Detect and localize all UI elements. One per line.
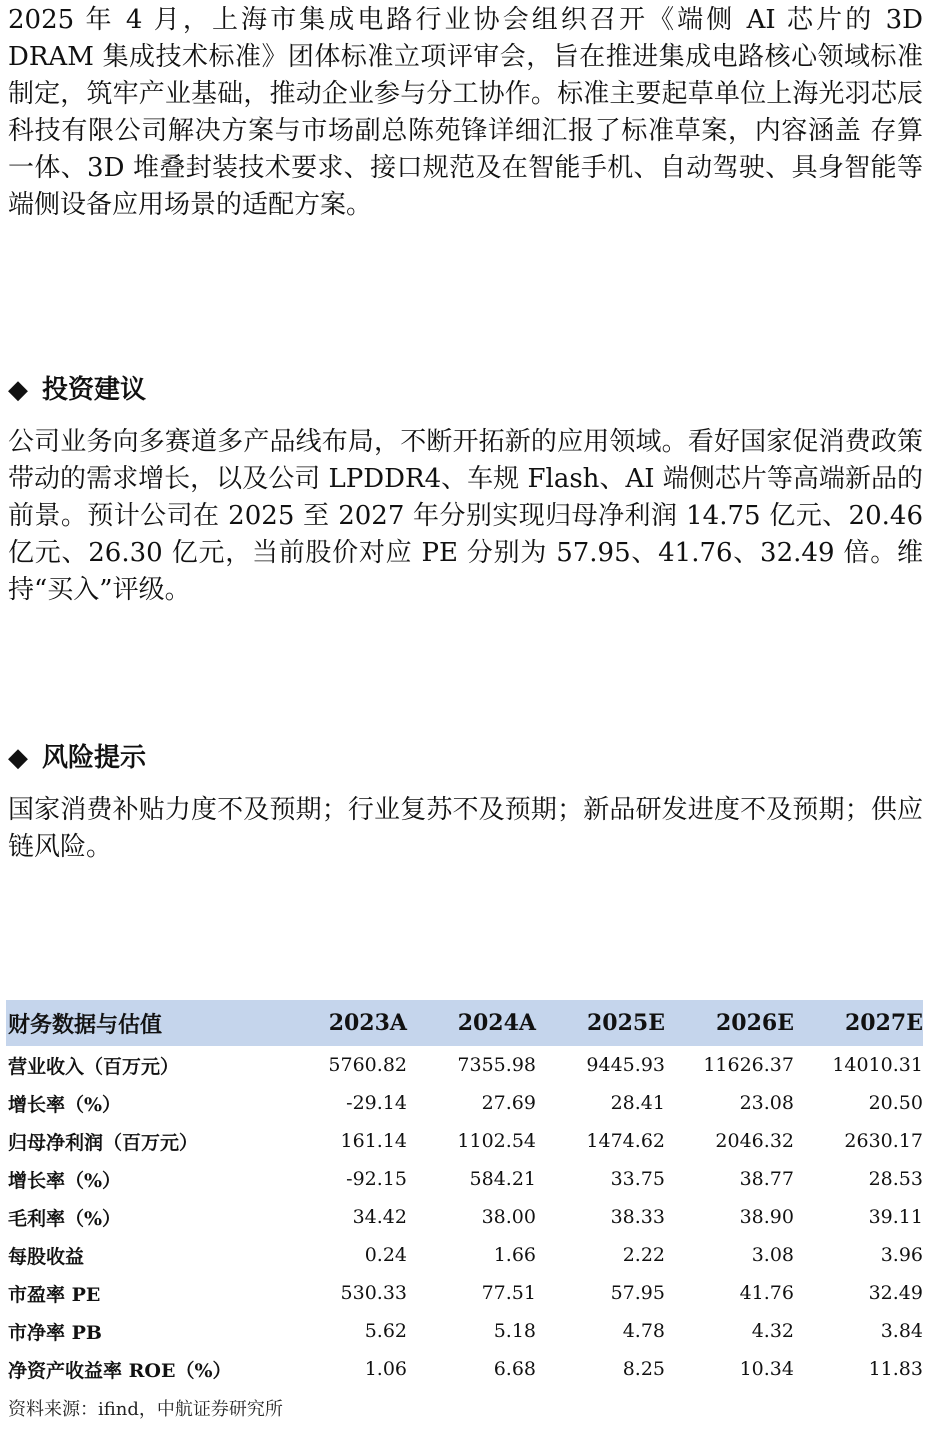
row-label: 市盈率 PE [8, 1283, 101, 1306]
table-cell: 584.21 [469, 1168, 536, 1190]
risk-heading [8, 740, 146, 777]
table-row [6, 1046, 923, 1084]
table-cell: 5.18 [493, 1320, 536, 1342]
table-cell: 41.76 [739, 1282, 794, 1304]
table-header-cell: 2023A [278, 1000, 407, 1046]
table-cell: 9445.93 [586, 1054, 665, 1076]
table-cell: -29.14 [346, 1092, 407, 1114]
table-cell: 20.50 [868, 1092, 923, 1114]
table-cell: 4.78 [622, 1320, 665, 1342]
table-cell: 2.22 [622, 1244, 665, 1266]
row-label: 营业收入（百万元） [8, 1055, 180, 1078]
table-cell: 3.84 [880, 1320, 923, 1342]
table-cell: 3.08 [751, 1244, 794, 1266]
table-header-cell: 2026E [665, 1000, 794, 1046]
risk-paragraph: 国家消费补贴力度不及预期；行业复苏不及预期；新品研发进度不及预期；供应链风险。 [8, 795, 923, 862]
table-header-cell: 2027E [794, 1000, 923, 1046]
table-cell: 38.33 [610, 1206, 665, 1228]
table-cell: 5.62 [364, 1320, 407, 1342]
table-cell: 530.33 [340, 1282, 407, 1304]
row-label: 市净率 PB [8, 1321, 102, 1344]
table-header-cell: 2024A [407, 1000, 536, 1046]
investment-heading [8, 372, 146, 409]
table-cell: 77.51 [481, 1282, 536, 1304]
table-cell: 38.77 [739, 1168, 794, 1190]
table-cell: 34.42 [352, 1206, 407, 1228]
table-cell: 7355.98 [457, 1054, 536, 1076]
table-cell: 32.49 [868, 1282, 923, 1304]
table-cell: 28.41 [610, 1092, 665, 1114]
row-label: 每股收益 [8, 1245, 85, 1268]
table-header-row [6, 1000, 923, 1046]
table-cell: 10.34 [739, 1358, 794, 1380]
table-row [6, 1160, 923, 1198]
table-cell: 8.25 [622, 1358, 665, 1380]
table-cell: 28.53 [868, 1168, 923, 1190]
table-cell: 33.75 [610, 1168, 665, 1190]
table-cell: 57.95 [610, 1282, 665, 1304]
row-label: 增长率（%） [8, 1169, 122, 1192]
table-row [6, 1122, 923, 1160]
table-cell: 6.68 [493, 1358, 536, 1380]
row-label: 归母净利润（百万元） [8, 1131, 199, 1154]
row-label: 净资产收益率 ROE（%） [8, 1359, 232, 1382]
investment-paragraph: 公司业务向多赛道多产品线布局，不断开拓新的应用领域。看好国家促消费政策带动的需求增长，以及公司 LPDDR4、车规 Flash、AI 端侧芯片等高端新品的前景。预计公司在 2025 至 2027 年分别实现归母净利润 14.75 亿元、20.46 亿元、26.30 亿元，当前股价对应 PE 分别为 57.95、41.76、32.49 倍。维持“买入”评级。 [8, 427, 923, 605]
investment-heading-label: 投资建议 [42, 375, 147, 405]
table-cell: 4.32 [751, 1320, 794, 1342]
table-cell: 5760.82 [328, 1054, 407, 1076]
table-cell: 38.90 [739, 1206, 794, 1228]
table-row [6, 1084, 923, 1122]
table-cell: 1102.54 [457, 1130, 536, 1152]
table-row [6, 1312, 923, 1350]
table-cell: -92.15 [346, 1168, 407, 1190]
table-row [6, 1274, 923, 1312]
table-cell: 39.11 [868, 1206, 923, 1228]
table-cell: 3.96 [880, 1244, 923, 1266]
diamond-icon: ◆ [8, 375, 28, 405]
row-label: 毛利率（%） [8, 1207, 122, 1230]
risk-heading-label: 风险提示 [42, 743, 147, 773]
table-cell: 11.83 [868, 1358, 923, 1380]
table-cell: 161.14 [340, 1130, 407, 1152]
financial-table [6, 1000, 923, 1388]
table-header-cell: 财务数据与估值 [6, 1000, 278, 1046]
diamond-icon: ◆ [8, 743, 28, 773]
table-row [6, 1350, 923, 1388]
table-row [6, 1198, 923, 1236]
table-cell: 2046.32 [715, 1130, 794, 1152]
intro-paragraph: 2025 年 4 月，上海市集成电路行业协会组织召开《端侧 AI 芯片的 3D DRAM 集成技术标准》团体标准立项评审会，旨在推进集成电路核心领域标准制定，筑牢产业基础，推动企业参与分工协作。标准主要起草单位上海光羽芯辰科技有限公司解决方案与市场副总陈苑锋详细汇报了标准草案，内容涵盖 存算一体、3D 堆叠封装技术要求、接口规范及在智能手机、自动驾驶、具身智能等端侧设备应用场景的适配方案。 [8, 5, 923, 220]
table-cell: 27.69 [481, 1092, 536, 1114]
table-header-cell: 2025E [536, 1000, 665, 1046]
table-cell: 1474.62 [586, 1130, 665, 1152]
table-cell: 11626.37 [703, 1054, 794, 1076]
table-cell: 23.08 [739, 1092, 794, 1114]
table-cell: 1.66 [493, 1244, 536, 1266]
table-cell: 0.24 [364, 1244, 407, 1266]
table-cell: 2630.17 [844, 1130, 923, 1152]
table-cell: 1.06 [364, 1358, 407, 1380]
table-cell: 14010.31 [832, 1054, 923, 1076]
source-note: 资料来源：ifind，中航证券研究所 [8, 1399, 283, 1420]
table-cell: 38.00 [481, 1206, 536, 1228]
table-row [6, 1236, 923, 1274]
row-label: 增长率（%） [8, 1093, 122, 1116]
